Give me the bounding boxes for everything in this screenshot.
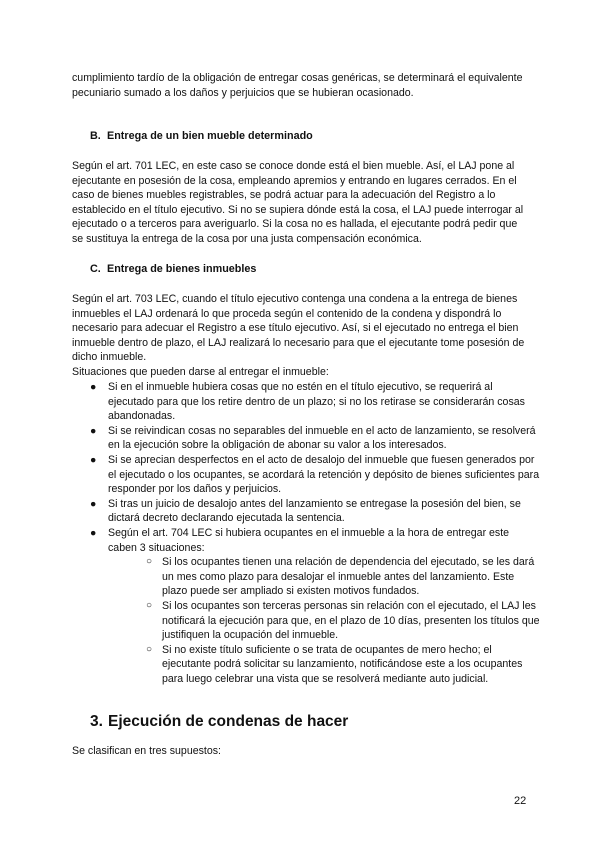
circle-bullet-icon: ○	[146, 556, 153, 568]
list-item	[90, 497, 540, 526]
list-item-text: Si en el inmueble hubiera cosas que no estén en el título ejecutivo, se requerirá al ejecutado para que los retire dentro de un plazo; si no los retirase se considerarán cosas abandonadas.	[108, 381, 525, 423]
bullet-icon: ●	[90, 453, 97, 466]
section-3-heading	[90, 713, 348, 731]
intro-paragraph: cumplimiento tardío de la obligación de entregar cosas genéricas, se determinará el equivalente pecuniario sumado a los daños y perjuicios que se hubieran ocasionado.	[72, 72, 523, 99]
sub-list-item	[146, 643, 540, 687]
sub-list-item-text: Si los ocupantes son terceras personas sin relación con el ejecutado, el LAJ les notificará la ejecución para que, en el plazo de 10 días, presenten los títulos que justifiquen la ocupación del inmueble.	[162, 599, 540, 642]
section-c-body: Según el art. 703 LEC, cuando el título ejecutivo contenga una condena a la entrega de bienes inmuebles el LAJ ordenará lo que proceda según el contenido de la condena y dispondrá lo necesario para adecuar el Registro a ese título ejecutivo. Así, si el ejecutado no entrega el bien inmueble dentro de plazo, el LAJ realizará lo necesario para que el ejecutante tome posesión de dicho inmueble.	[72, 293, 525, 364]
list-item	[90, 424, 540, 453]
list-item-text: Si se aprecian desperfectos en el acto de desalojo del inmueble que fuesen generados por el ejecutado o los ocupantes, se acordará la retención y depósito de bienes suficientes para responder por los daños y perjuicios.	[108, 453, 540, 496]
bullet-icon: ●	[90, 381, 97, 393]
occupants-sublist	[108, 555, 540, 686]
section-3-title: Ejecución de condenas de hacer	[108, 713, 349, 730]
section-b-body: Según el art. 701 LEC, en este caso se conoce donde está el bien mueble. Así, el LAJ pone al ejecutante en posesión de la cosa, empleando apremios y entrando en lugares cerrados. En el caso de bienes muebles registrables, se podrá actuar para la adecuación del Registro a lo establecido en el título ejecutivo. Si no se supiera dónde está la cosa, el LAJ puede interrogar al ejecutado o a terceros para averiguarlo. Si la cosa no es hallada, el ejecutante podrá pedir que se sustituya la entrega de la cosa por una justa compensación económica.	[72, 160, 524, 245]
bullet-icon: ●	[90, 424, 97, 437]
circle-bullet-icon: ○	[146, 599, 153, 611]
bullet-icon: ●	[90, 497, 97, 510]
situations-list	[90, 380, 540, 686]
circle-bullet-icon: ○	[146, 643, 153, 655]
list-item-text: Si tras un juicio de desalojo antes del lanzamiento se entregase la posesión del bien, se dictará decreto declarando ejecutada la sentencia.	[108, 497, 521, 525]
sub-list-item	[146, 599, 540, 643]
situations-intro: Situaciones que pueden darse al entregar el inmueble:	[72, 366, 329, 378]
section-c-title: Entrega de bienes inmuebles	[107, 263, 257, 275]
page-number: 22	[514, 795, 527, 807]
list-item-text: Según el art. 704 LEC si hubiera ocupantes en el inmueble a la hora de entregar este caben 3 situaciones:	[108, 526, 510, 554]
list-item	[90, 380, 540, 424]
list-item	[90, 526, 540, 687]
sub-list-item-text: Si los ocupantes tienen una relación de dependencia del ejecutado, se les dará un mes como plazo para desalojar el inmueble antes del lanzamiento. Este plazo puede ser ampliado si existen motivos fundados.	[162, 556, 535, 598]
section-c-heading	[90, 263, 256, 275]
section-b-title: Entrega de un bien mueble determinado	[107, 130, 313, 142]
section-3-number: 3.	[90, 713, 103, 730]
section-3-body: Se clasifican en tres supuestos:	[72, 745, 221, 757]
list-item	[90, 453, 540, 497]
section-b-letter: B.	[90, 130, 101, 142]
section-b-heading	[90, 130, 313, 142]
list-item-text: Si se reivindican cosas no separables del inmueble en el acto de lanzamiento, se resolverá en la ejecución sobre la obligación de abonar su valor a los interesados.	[108, 424, 536, 452]
sub-list-item	[146, 555, 540, 599]
section-c-letter: C.	[90, 263, 101, 275]
sub-list-item-text: Si no existe título suficiente o se trata de ocupantes de mero hecho; el ejecutante podrá solicitar su lanzamiento, notificándose este a los ocupantes para luego celebrar una vista que se resolverá mediante auto judicial.	[162, 643, 523, 685]
bullet-icon: ●	[90, 526, 97, 539]
